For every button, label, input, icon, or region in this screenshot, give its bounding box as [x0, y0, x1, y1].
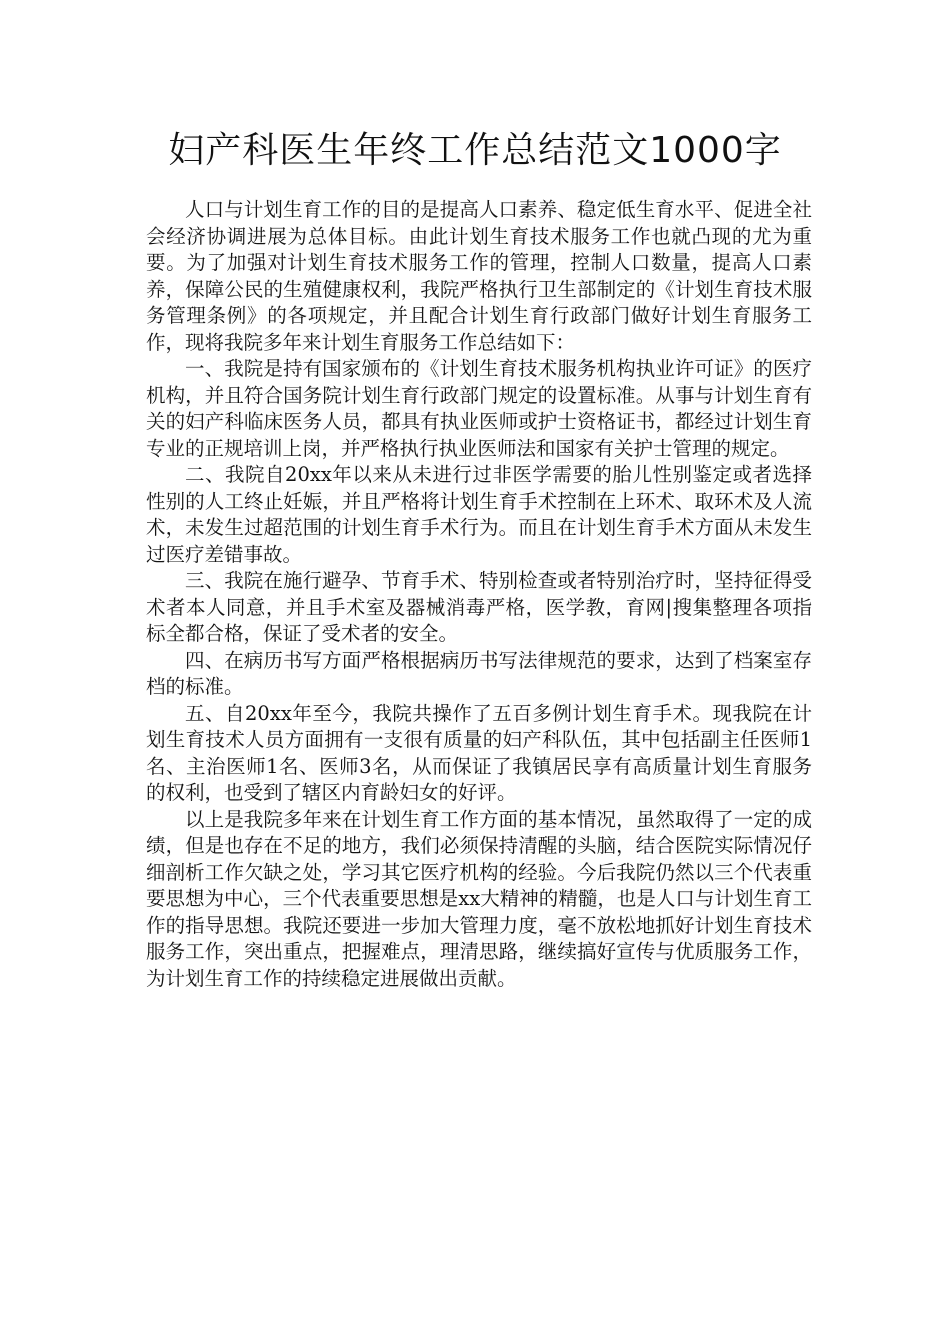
conclusion-paragraph: 以上是我院多年来在计划生育工作方面的基本情况，虽然取得了一定的成绩，但是也存在不足的地方，我们必须保持清醒的头脑，结合医院实际情况仔细剖析工作欠缺之处，学习其它医疗机构的经验。今后我院仍然以三个代表重要思想为中心，三个代表重要思想是xx大精神的精髓，也是人口与计划生育工作的指导思想。我院还要进一步加大管理力度，毫不放松地抓好计划生育技术服务工作，突出重点，把握难点，理清思路，继续搞好宣传与优质服务工作，为计划生育工作的持续稳定进展做出贡献。: [146, 807, 812, 990]
section-1-paragraph: 一、我院是持有国家颁布的《计划生育技术服务机构执业许可证》的医疗机构，并且符合国务院计划生育行政部门规定的设置标准。从事与计划生育有关的妇产科临床医务人员，都具有执业医师或护士资格证书，都经过计划生育专业的正规培训上岗，并严格执行执业医师法和国家有关护士管理的规定。: [146, 357, 812, 460]
intro-paragraph: 人口与计划生育工作的目的是提高人口素养、稳定低生育水平、促进全社会经济协调进展为总体目标。由此计划生育技术服务工作也就凸现的尤为重要。为了加强对计划生育技术服务工作的管理，控制人口数量，提高人口素养，保障公民的生殖健康权利，我院严格执行卫生部制定的《计划生育技术服务管理条例》的各项规定，并且配合计划生育行政部门做好计划生育服务工作，现将我院多年来计划生育服务工作总结如下：: [146, 198, 812, 354]
section-3-paragraph: 三、我院在施行避孕、节育手术、特别检查或者特别治疗时，坚持征得受术者本人同意，并且手术室及器械消毒严格，医学教，育网|搜集整理各项指标全都合格，保证了受术者的安全。: [146, 569, 812, 645]
document-title: 妇产科医生年终工作总结范文1000字: [168, 130, 782, 171]
section-4-paragraph: 四、在病历书写方面严格根据病历书写法律规范的要求，达到了档案室存档的标准。: [146, 648, 812, 698]
document-body: [146, 197, 812, 992]
section-2-paragraph: 二、我院自20xx年以来从未进行过非医学需要的胎儿性别鉴定或者选择性别的人工终止妊娠，并且严格将计划生育手术控制在上环术、取环术及人流术，未发生过超范围的计划生育手术行为。而且在计划生育手术方面从未发生过医疗差错事故。: [146, 463, 812, 566]
section-5-paragraph: 五、自20xx年至今，我院共操作了五百多例计划生育手术。现我院在计划生育技术人员方面拥有一支很有质量的妇产科队伍，其中包括副主任医师1名、主治医师1名、医师3名，从而保证了我镇居民享有高质量计划生育服务的权利，也受到了辖区内育龄妇女的好评。: [146, 701, 812, 804]
